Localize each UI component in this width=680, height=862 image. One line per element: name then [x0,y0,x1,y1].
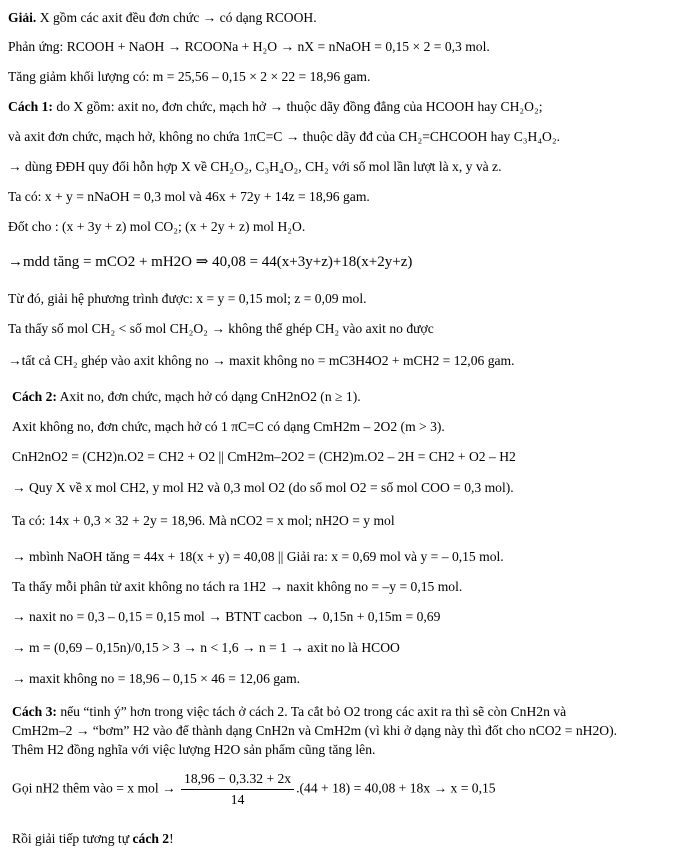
cach1-line-3: → dùng ĐĐH quy đổi hỗn hợp X về CH₂O₂, C₃H₄O₂, CH₂ với số mol lần lượt là x, y và z. [8,159,502,174]
fraction [181,770,294,809]
cach2-line-9: → m = (0,69 – 0,15n)/0,15 > 3 → n < 1,6 → n = 1 → axit no là HCOO [12,640,400,655]
cach2-line-1: Cách 2: Axit no, đơn chức, mạch hở có dạng CnH2nO2 (n ≥ 1). [12,389,361,404]
cach2-line-7: Ta thấy mỗi phân tử axit không no tách ra 1H2 → naxit không no = –y = 0,15 mol. [12,579,463,594]
cach1-line-1: Cách 1: do X gồm: axit no, đơn chức, mạch hở → thuộc dãy đồng đẳng của HCOOH hay CH₂O₂; [8,99,543,114]
cach1-line-4: Ta có: x + y = nNaOH = 0,3 mol và 46x + 72y + 14z = 18,96 gam. [8,189,370,204]
cach3-line-4-equation: Gọi nH2 thêm vào = x mol → $\frac{18,96 - 0,3.32 + 2x}{14}$ .(44 + 18) = 40,08 + 18x → x = 0,15 [12,771,496,807]
cach3-line-5: Rồi giải tiếp tương tự cách 2! [12,831,174,846]
fraction-numerator: 18,96 − 0,3.32 + 2x [181,770,294,790]
cach2-line-2: Axit không no, đơn chức, mạch hở có 1 πC=C có dạng CmH2m – 2O2 (m > 3). [12,419,445,434]
fraction-denominator: 14 [230,792,245,807]
cach2-line-5: Ta có: 14x + 0,3 × 32 + 2y = 18,96. Mà nCO2 = x mol; nH2O = y mol [12,513,395,528]
intro-heading: Giải. [8,10,37,25]
cach1-line-5: Đốt cho : (x + 3y + z) mol CO₂; (x + 2y + z) mol H₂O. [8,219,306,234]
cach2-line-8: → naxit no = 0,3 – 0,15 = 0,15 mol → BTNT cacbon → 0,15n + 0,15m = 0,69 [12,609,441,624]
intro-line-2: Phản ứng: RCOOH + NaOH → RCOONa + H₂O → nX = nNaOH = 0,15 × 2 = 0,3 mol. [8,39,490,54]
cach2-line-6: → mbình NaOH tăng = 44x + 18(x + y) = 40,08 || Giải ra: x = 0,69 mol và y = – 0,15 mol. [12,549,504,564]
cach1-line-9: →tất cả CH₂ ghép vào axit không no → maxit không no = mC3H4O2 + mCH2 = 12,06 gam. [8,353,515,368]
cach1-line-8: Ta thấy số mol CH₂ < số mol CH₂O₂ → không thể ghép CH₂ vào axit no được [8,321,434,336]
cach1-line-6-equation: →mdd tăng = mCO2 + mH2O ⇒ 40,08 = 44(x+3y+z)+18(x+2y+z) [8,254,413,270]
cach2-line-3: CnH2nO2 = (CH2)n.O2 = CH2 + O2 || CmH2m–2O2 = (CH2)m.O2 – 2H = CH2 + O2 – H2 [12,449,516,464]
cach1-line-2: và axit đơn chức, mạch hở, không no chứa 1πC=C → thuộc dãy đđ của CH₂=CHCOOH hay C₃H₄O₂. [8,129,561,144]
cach1-line-7: Từ đó, giải hệ phương trình được: x = y = 0,15 mol; z = 0,09 mol. [8,291,367,306]
cach3-line-3: Thêm H2 đồng nghĩa với việc lượng H2O sản phẩm cũng tăng lên. [12,742,376,757]
cach3-heading: Cách 3: [12,704,57,719]
cach2-line-4: → Quy X về x mol CH2, y mol H2 và 0,3 mol O2 (do số mol O2 = số mol COO = 0,3 mol). [12,480,514,495]
intro-line-1: Giải. X gồm các axit đều đơn chức → có dạng RCOOH. [8,10,317,25]
intro-line-3: Tăng giảm khối lượng có: m = 25,56 – 0,15 × 2 × 22 = 18,96 gam. [8,69,371,84]
cach2-heading: Cách 2: [12,389,57,404]
cach3-line-2: CmH2m–2 → “bơm” H2 vào để thành dạng CnH2n và CmH2m (vì khi ở dạng này thì đốt cho nCO2 = nH2O). [12,723,617,738]
cach1-heading: Cách 1: [8,99,53,114]
cach3-line-1: Cách 3: nếu “tinh ý” hơn trong việc tách ở cách 2. Ta cắt bỏ O2 trong các axit ra thì sẽ còn CnH2n và [12,704,567,719]
cach2-line-10: → maxit không no = 18,96 – 0,15 × 46 = 12,06 gam. [12,671,301,686]
